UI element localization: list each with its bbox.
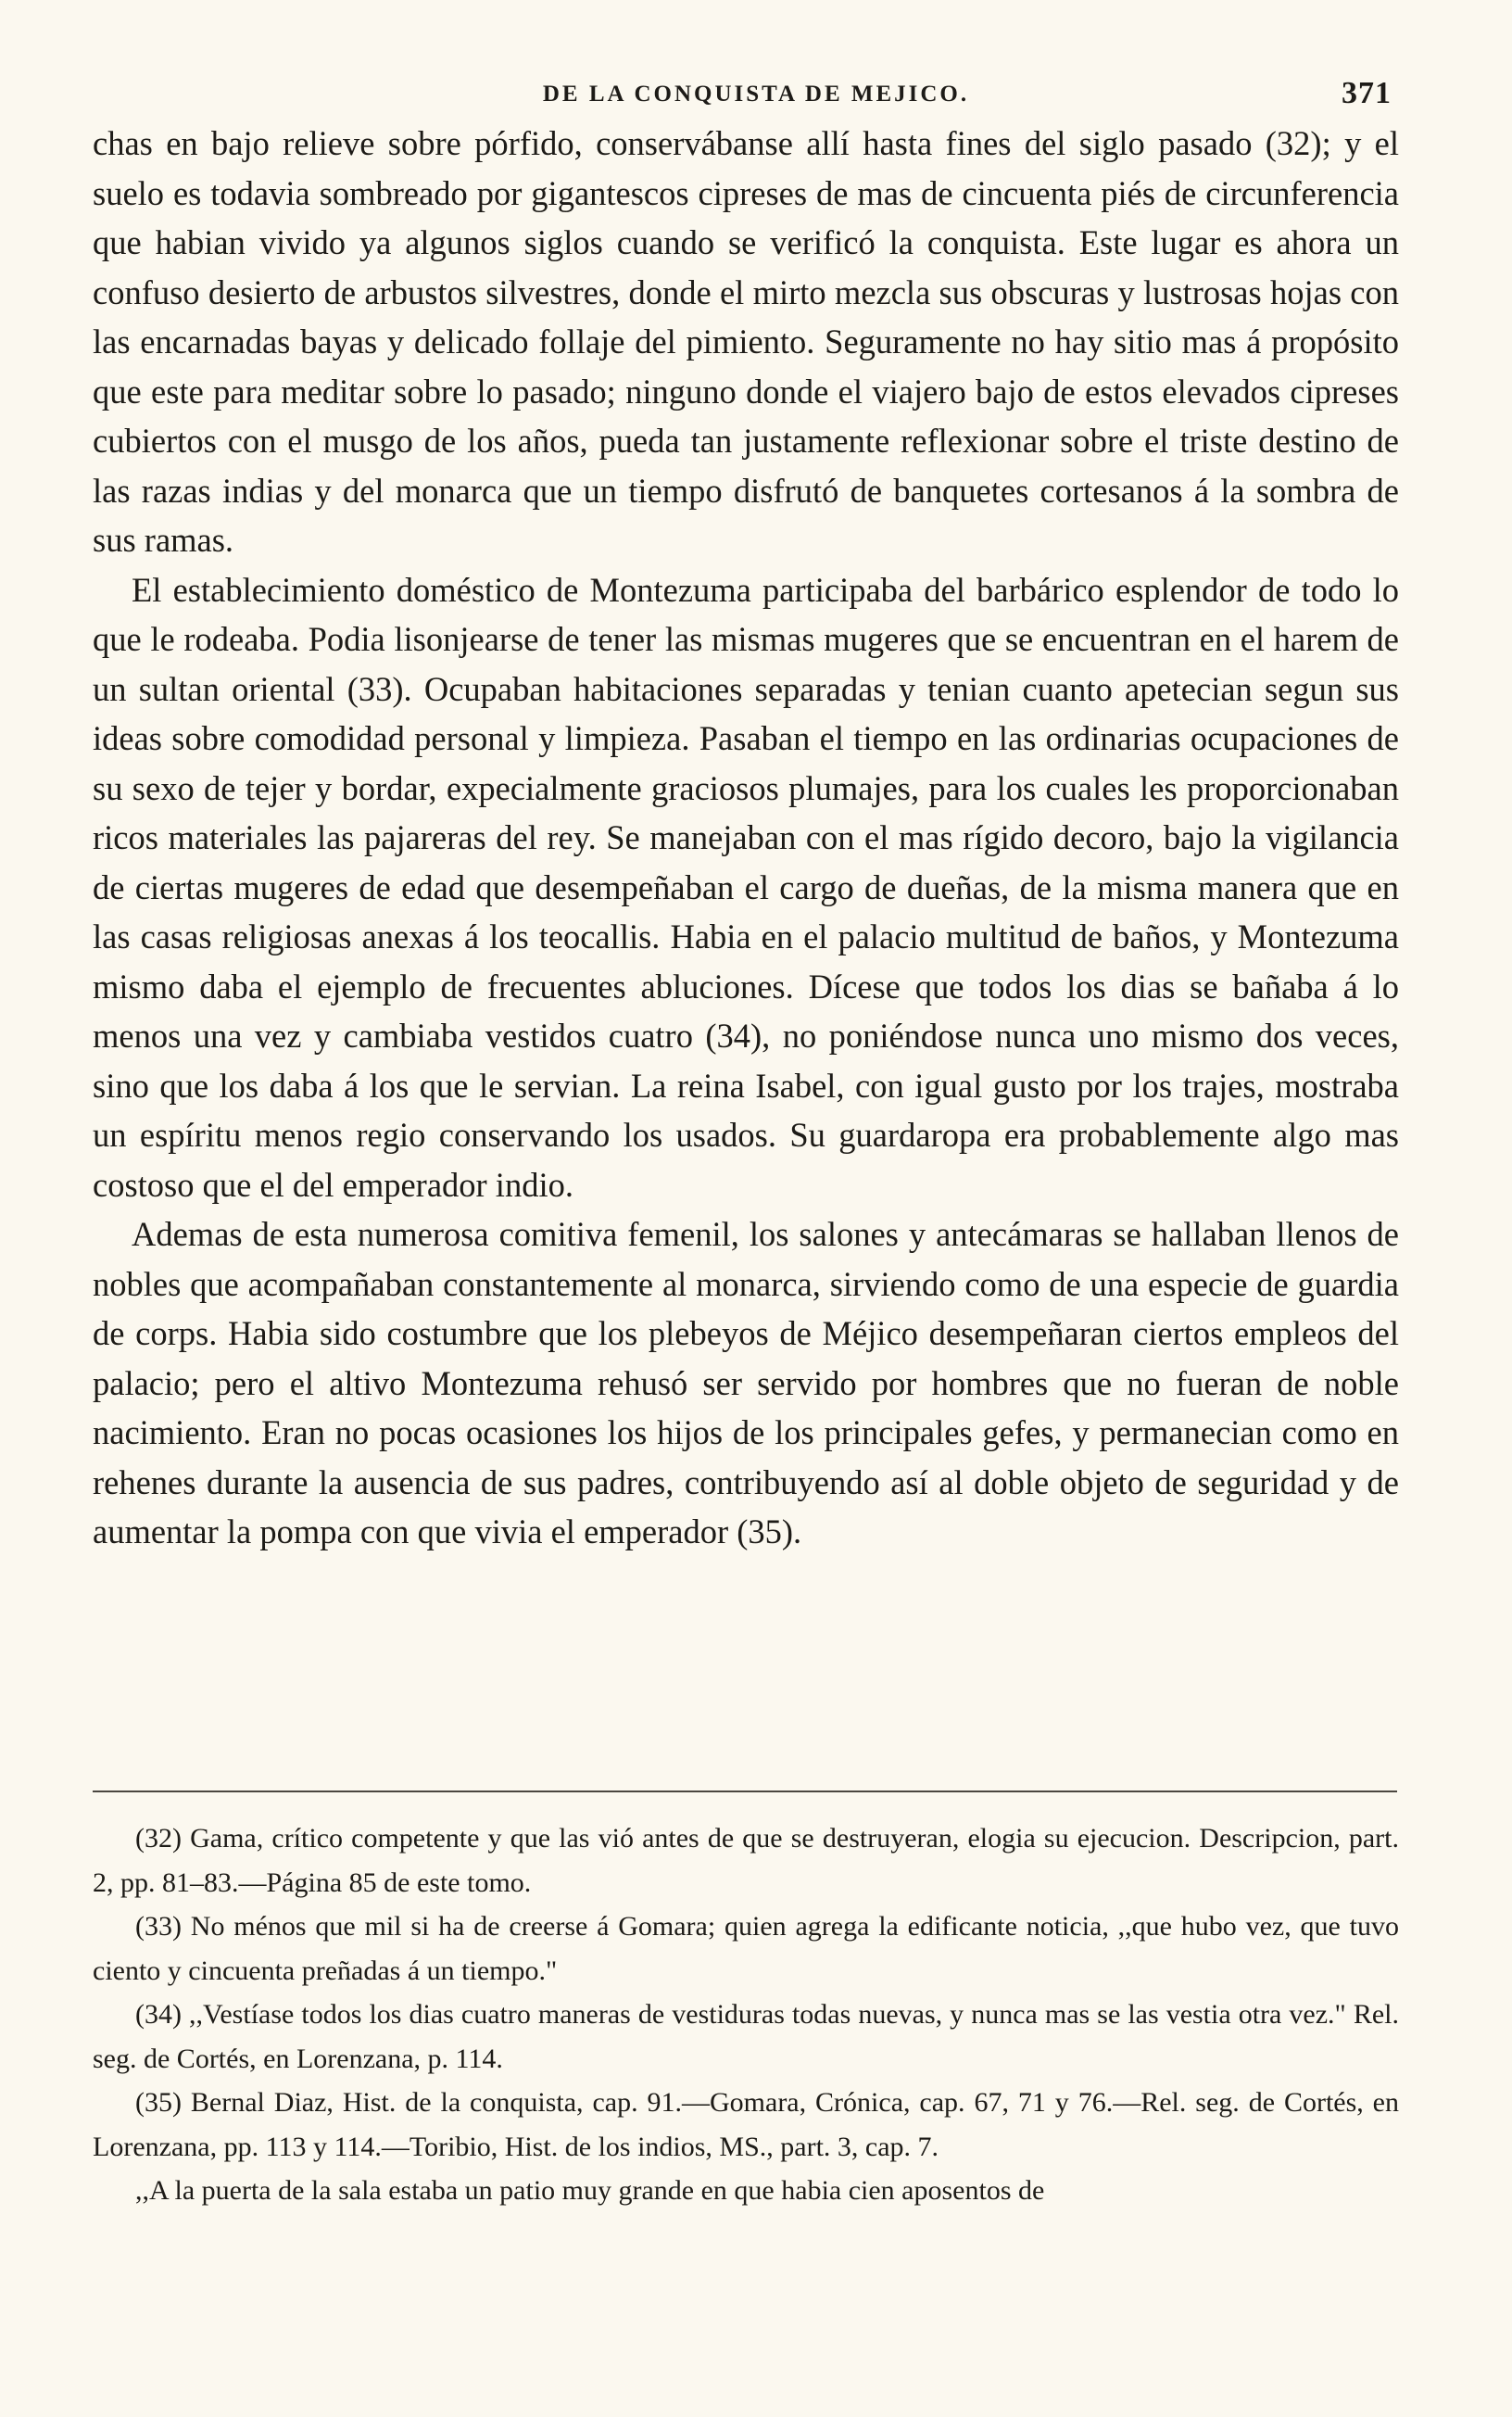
running-title: DE LA CONQUISTA DE MEJICO. [542,82,970,107]
page-number: 371 [1342,76,1392,110]
footnote-quote: ,,A la puerta de la sala estaba un patio muy grande en que habia cien aposentos de [135,2175,1045,2206]
footnote-33: (33) No ménos que mil si ha de creerse á Gomara; quien agrega la edificante noticia, ,,que hubo vez, que tuvo ciento y cincuenta preñadas á un tiempo." [93,1911,1399,1986]
footnotes [93,1816,1399,2213]
body-text [93,119,1399,1557]
footnote-32: (32) Gama, crítico competente y que las vió antes de que se destruyeran, elogia su ejecucion. Descripcion, part. 2, pp. 81–83.—Página 85 de este tomo. [93,1823,1399,1898]
paragraph-continued: chas en bajo relieve sobre pórfido, conservábanse allí hasta fines del siglo pasado (32); y el suelo es todavia sombreado por gigantescos cipreses de mas de cincuenta piés de circunferencia que habian vivido ya algunos siglos cuando se verificó la conquista. Este lugar es ahora un confuso desierto de arbustos silvestres, donde el mirto mezcla sus obscuras y lustrosas hojas con las encarnadas bayas y delicado follaje del pimiento. Seguramente no hay sitio mas á propósito que este para meditar sobre lo pasado; ninguno donde el viajero bajo de estos elevados cipreses cubiertos con el musgo de los años, pueda tan justamente reflexionar sobre el triste destino de las razas indias y del monarca que un tiempo disfrutó de banquetes cortesanos á la sombra de sus ramas. [93,124,1399,559]
footnote-35: (35) Bernal Diaz, Hist. de la conquista, cap. 91.—Gomara, Crónica, cap. 67, 71 y 76.—Rel. seg. de Cortés, en Lorenzana, pp. 113 y 114.—Toribio, Hist. de los indios, MS., part. 3, cap. 7. [93,2087,1399,2162]
footnote-divider [93,1791,1397,1792]
footnote-34: (34) ,,Vestíase todos los dias cuatro maneras de vestiduras todas nuevas, y nunca mas se las vestia otra vez." Rel. seg. de Cortés, en Lorenzana, p. 114. [93,1999,1399,2074]
running-head [0,76,1512,117]
paragraph: El establecimiento doméstico de Montezuma participaba del barbárico esplendor de todo lo que le rodeaba. Podia lisonjearse de tener las mismas mugeres que se encuentran en el harem de un sultan oriental (33). Ocupaban habitaciones separadas y tenian cuanto apetecian segun sus ideas sobre comodidad personal y limpieza. Pasaban el tiempo en las ordinarias ocupaciones de su sexo de tejer y bordar, expecialmente graciosos plumajes, para los cuales les proporcionaban ricos materiales las pajareras del rey. Se manejaban con el mas rígido decoro, bajo la vigilancia de ciertas mugeres de edad que desempeñaban el cargo de dueñas, de la misma manera que en las casas religiosas anexas á los teocallis. Habia en el palacio multitud de baños, y Montezuma mismo daba el ejemplo de frecuentes abluciones. Dícese que todos los dias se bañaba á lo menos una vez y cambiaba vestidos cuatro (34), no poniéndose nunca uno mismo dos veces, sino que los daba á los que le servian. La reina Isabel, con igual gusto por los trajes, mostraba un espíritu menos regio conservando los usados. Su guardaropa era probablemente algo mas costoso que el del emperador indio. [93,570,1399,1204]
paragraph: Ademas de esta numerosa comitiva femenil, los salones y antecámaras se hallaban llenos de nobles que acompañaban constantemente al monarca, sirviendo como de una especie de guardia de corps. Habia sido costumbre que los plebeyos de Méjico desempeñaran ciertos empleos del palacio; pero el altivo Montezuma rehusó ser servido por hombres que no fueran de noble nacimiento. Eran no pocas ocasiones los hijos de los principales gefes, y permanecian como en rehenes durante la ausencia de sus padres, contribuyendo así al doble objeto de seguridad y de aumentar la pompa con que vivia el emperador (35). [93,1215,1399,1550]
